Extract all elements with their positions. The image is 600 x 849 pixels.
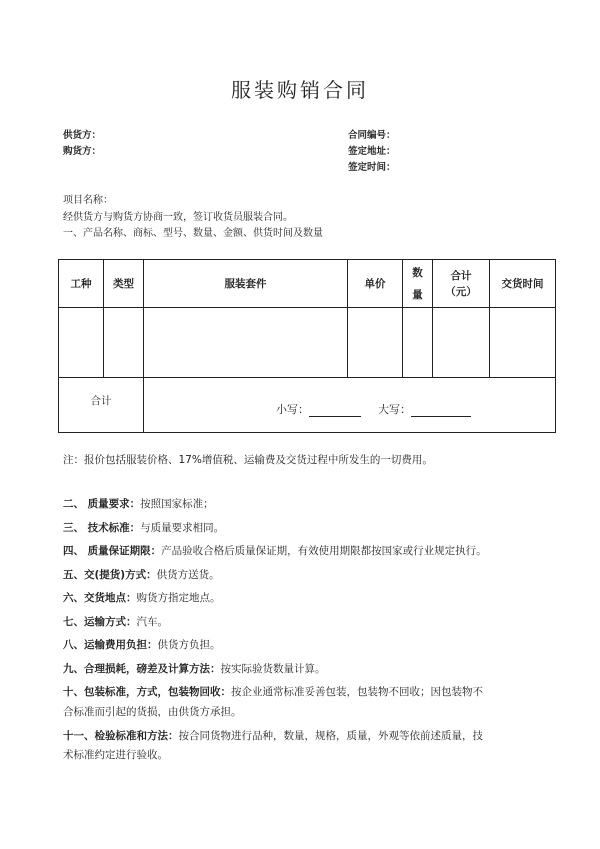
clause-heading: 三、 技术标准： xyxy=(63,521,141,534)
table-cell[interactable] xyxy=(144,308,348,378)
contract-info xyxy=(348,128,396,176)
clause-heading: 七、运输方式： xyxy=(63,615,137,628)
party-info xyxy=(63,128,101,160)
col-header-quantity: 数 量 xyxy=(403,260,433,308)
clause-body: 产品验收合格后质量保证期，有效使用期限都按国家或行业规定执行。 xyxy=(161,545,487,557)
table-cell[interactable] xyxy=(403,308,433,378)
clause-continuation: 术标准约定进行验收。 xyxy=(63,749,168,761)
table-row xyxy=(59,308,556,378)
buyer-label: 购货方： xyxy=(63,146,102,157)
clause-item xyxy=(63,587,548,611)
clause-heading: 二、 质量要求： xyxy=(63,498,141,510)
section-one-heading: 一、产品名称、商标、型号、数量、金额、供货时间及数量 xyxy=(63,228,323,239)
table-total-row xyxy=(59,378,556,433)
clause-heading: 四、 质量保证期限： xyxy=(63,545,162,557)
clause-body: 供货方送货。 xyxy=(156,568,220,581)
sign-time-label: 签定时间： xyxy=(348,162,396,173)
clause-item xyxy=(63,540,548,564)
col-header-job: 工种 xyxy=(59,260,104,308)
small-amount-field[interactable] xyxy=(276,401,361,417)
clause-heading: 九、合理损耗，磅差及计算方法： xyxy=(63,662,221,675)
clause-item xyxy=(63,493,548,517)
clause-item xyxy=(63,564,548,588)
table-cell[interactable] xyxy=(104,308,144,378)
col-header-delivery-time: 交货时间 xyxy=(490,260,556,308)
col-header-garment-set: 服装套件 xyxy=(144,260,348,308)
clause-body: 购货方指定地点。 xyxy=(136,592,221,604)
col-header-type: 类型 xyxy=(104,260,144,308)
sign-location-label: 签定地址： xyxy=(348,146,396,157)
contract-number-label: 合同编号： xyxy=(348,130,396,141)
product-table xyxy=(58,259,556,433)
clause-body: 按实际验货数量计算。 xyxy=(220,662,326,675)
table-cell[interactable] xyxy=(433,308,490,378)
project-name-label: 项目名称： xyxy=(63,195,113,206)
clause-item xyxy=(63,658,548,682)
clause-item xyxy=(63,681,548,722)
intro-statement: 经供货方与购货方协商一致，签订收货员服装合同。 xyxy=(63,211,293,223)
clause-heading: 六、交货地点： xyxy=(63,592,137,604)
price-note: 注：报价包括服装价格、17%增值税、运输费及交货过程中所发生的一切费用。 xyxy=(63,454,433,466)
clause-body: 按照国家标准； xyxy=(140,498,214,510)
big-amount-label: 大写： xyxy=(378,403,411,416)
small-amount-label: 小写： xyxy=(276,403,309,416)
table-cell[interactable] xyxy=(348,308,403,378)
intro-section xyxy=(63,193,323,243)
clause-body: 汽车。 xyxy=(136,615,168,628)
contract-title: 服装购销合同 xyxy=(231,78,369,102)
clause-list xyxy=(63,493,548,768)
clause-heading: 十、包装标准，方式，包装物回收： xyxy=(63,686,231,698)
col-header-unit-price: 单价 xyxy=(348,260,403,308)
table-cell[interactable] xyxy=(490,308,556,378)
clause-heading: 五、交(提货)方式： xyxy=(63,568,157,581)
col-header-total: 合计 （元） xyxy=(433,260,490,308)
clause-heading: 八、运输费用负担： xyxy=(63,639,158,651)
clause-heading: 十一、检验标准和方法： xyxy=(63,729,179,742)
big-amount-blank[interactable] xyxy=(411,403,471,417)
clause-body: 按合同货物进行品种，数量，规格，质量，外观等依前述质量，技 xyxy=(178,729,483,742)
big-amount-field[interactable] xyxy=(378,401,471,417)
amount-cell xyxy=(144,378,556,433)
small-amount-blank[interactable] xyxy=(309,403,361,417)
clause-continuation: 合标准而引起的货损，由供货方承担。 xyxy=(63,705,242,718)
supplier-label: 供货方： xyxy=(63,130,102,141)
total-label: 合计 xyxy=(59,378,144,433)
clause-item xyxy=(63,634,548,658)
clause-body: 供货方负担。 xyxy=(157,639,221,651)
clause-item xyxy=(63,517,548,541)
table-header-row xyxy=(59,260,556,308)
clause-body: 与质量要求相同。 xyxy=(140,521,225,534)
clause-item xyxy=(63,611,548,635)
clause-item xyxy=(63,725,548,766)
table-cell[interactable] xyxy=(59,308,104,378)
clause-body: 按企业通常标准妥善包装，包装物不回收；因包装物不 xyxy=(231,686,483,698)
